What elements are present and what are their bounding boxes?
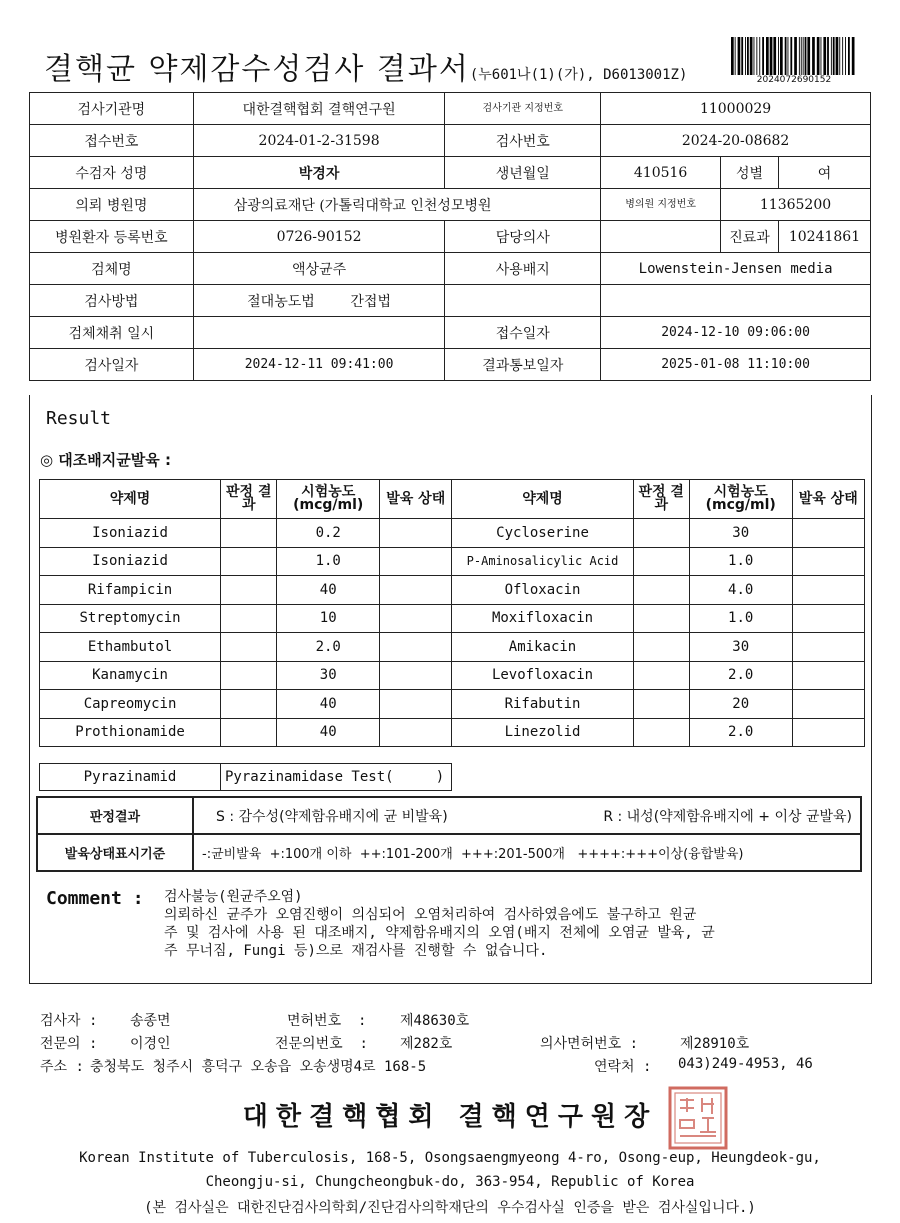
drug-name: P-Aminosalicylic Acid <box>452 547 633 576</box>
header-growth-2: 발육 상태 <box>792 480 865 519</box>
header-conc-2: 시험농도 (mcg/ml) <box>689 480 792 519</box>
judge-legend-label: 판정결과 <box>37 797 193 834</box>
header-drug-2: 약제명 <box>452 480 633 519</box>
comment-line-1: 검사불능(원균주오염) <box>164 889 303 905</box>
test-concentration: 40 <box>277 690 380 719</box>
drug-name: Ofloxacin <box>452 576 633 605</box>
hospital-code-label: 병의원 지정번호 <box>601 189 721 221</box>
drug-name: Linezolid <box>452 718 633 747</box>
contact: 043)249-4953, 46 <box>678 1056 813 1072</box>
judge-result <box>221 633 277 662</box>
exam-date: 2024-12-11 09:41:00 <box>193 349 445 381</box>
test-concentration: 0.2 <box>277 519 380 548</box>
growth-status <box>380 718 452 747</box>
drug-name: Amikacin <box>452 633 633 662</box>
drug-name: Kanamycin <box>40 661 221 690</box>
judge-result <box>221 661 277 690</box>
doctor <box>601 221 721 253</box>
growth-legend-label: 발육상태표시기준 <box>37 834 193 871</box>
test-concentration: 30 <box>277 661 380 690</box>
patient-name-label: 수검자 성명 <box>30 157 194 189</box>
judge-result <box>633 633 689 662</box>
pyrazinamide-table <box>39 763 452 791</box>
patient-info-table <box>29 92 871 381</box>
sex-label: 성별 <box>721 157 779 189</box>
test-concentration: 2.0 <box>277 633 380 662</box>
barcode <box>731 37 857 75</box>
legend-table <box>36 796 862 872</box>
doctor-license: 제28910호 <box>680 1036 750 1052</box>
receive-date: 2024-12-10 09:06:00 <box>601 317 871 349</box>
patient-reg-label: 병원환자 등록번호 <box>30 221 194 253</box>
lab-code-label: 검사기관 지정번호 <box>445 93 601 125</box>
specialist-no: 제282호 <box>400 1036 453 1052</box>
table-row <box>40 519 865 548</box>
drug-susceptibility-table <box>39 479 865 747</box>
judge-result <box>221 576 277 605</box>
table-row <box>40 718 865 747</box>
growth-status <box>792 519 865 548</box>
test-concentration: 20 <box>689 690 792 719</box>
growth-status <box>380 661 452 690</box>
growth-status <box>380 519 452 548</box>
judge-result <box>633 547 689 576</box>
report-date-label: 결과통보일자 <box>445 349 601 381</box>
official-seal-icon <box>668 1086 728 1150</box>
specialist-no-label: 전문의번호 : <box>275 1036 368 1052</box>
test-concentration: 1.0 <box>689 604 792 633</box>
result-title: Result <box>46 408 112 429</box>
judge-result <box>221 690 277 719</box>
drug-name: Levofloxacin <box>452 661 633 690</box>
table-row <box>40 661 865 690</box>
judge-result <box>633 661 689 690</box>
growth-status <box>380 604 452 633</box>
growth-status <box>380 690 452 719</box>
header-growth: 발육 상태 <box>380 480 452 519</box>
exam-date-label: 검사일자 <box>30 349 194 381</box>
comment-line-2: 의뢰하신 균주가 오염진행이 의심되어 오염처리하여 검사하였음에도 불구하고 원균 <box>164 907 697 923</box>
growth-status <box>792 690 865 719</box>
collect <box>193 317 445 349</box>
patient-name: 박경자 <box>193 157 445 189</box>
test-concentration: 4.0 <box>689 576 792 605</box>
header-drug: 약제명 <box>40 480 221 519</box>
method-absolute: 절대농도법 <box>247 293 315 310</box>
comment-line-3: 주 및 검사에 사용 된 대조배지, 약제함유배지의 오염(배지 전체에 오염균 발육, 균 <box>164 925 715 941</box>
method <box>193 285 445 317</box>
pza-test: Pyrazinamidase Test( ) <box>221 764 452 791</box>
sex: 여 <box>778 157 870 189</box>
test-concentration: 40 <box>277 718 380 747</box>
contact-label: 연락처 : <box>594 1059 652 1075</box>
growth-status <box>792 633 865 662</box>
judge-s: S : 감수성(약제함유배지에 균 비발육) <box>216 808 448 825</box>
method-empty-2 <box>601 285 871 317</box>
header-judge-2: 판정 결과 <box>633 480 689 519</box>
test-concentration: 1.0 <box>277 547 380 576</box>
birth: 410516 <box>601 157 721 189</box>
title-code: (누601나(1)(가), D6013001Z) <box>469 67 688 83</box>
table-row <box>40 547 865 576</box>
comment-label: Comment : <box>46 888 144 909</box>
drug-name: Isoniazid <box>40 547 221 576</box>
table-row <box>40 690 865 719</box>
judge-result <box>633 519 689 548</box>
growth-status <box>792 604 865 633</box>
document-title <box>44 44 687 88</box>
tester: 송종면 <box>130 1013 171 1029</box>
tester-label: 검사자 : <box>40 1013 98 1029</box>
license: 제48630호 <box>400 1013 470 1029</box>
title-text: 결핵균 약제감수성검사 결과서 <box>44 52 470 87</box>
barcode-number: 2024072690152 <box>756 75 832 85</box>
method-indirect: 간접법 <box>350 293 391 310</box>
address: 충청북도 청주시 흥덕구 오송읍 오송생명4로 168-5 <box>90 1059 427 1075</box>
test-concentration: 30 <box>689 633 792 662</box>
growth-status <box>792 576 865 605</box>
test-concentration: 1.0 <box>689 547 792 576</box>
drug-name: Rifabutin <box>452 690 633 719</box>
drug-name: Cycloserine <box>452 519 633 548</box>
report-date: 2025-01-08 11:10:00 <box>601 349 871 381</box>
media-label: 사용배지 <box>445 253 601 285</box>
dept: 10241861 <box>778 221 870 253</box>
judge-result <box>221 718 277 747</box>
drug-name: Capreomycin <box>40 690 221 719</box>
comment-line-4: 주 무너짐, Fungi 등)으로 재검사를 진행할 수 없습니다. <box>164 943 548 959</box>
test-concentration: 10 <box>277 604 380 633</box>
header-conc: 시험농도 (mcg/ml) <box>277 480 380 519</box>
judge-legend <box>193 797 861 834</box>
header-judge: 판정 결과 <box>221 480 277 519</box>
growth-status <box>792 547 865 576</box>
method-empty <box>445 285 601 317</box>
test-no-label: 검사번호 <box>445 125 601 157</box>
judge-r: R : 내성(약제함유배지에 + 이상 균발육) <box>603 808 852 825</box>
growth-status <box>792 661 865 690</box>
judge-result <box>633 604 689 633</box>
test-concentration: 2.0 <box>689 661 792 690</box>
lab-name: 대한결핵협회 결핵연구원 <box>193 93 445 125</box>
lab-code: 11000029 <box>601 93 871 125</box>
test-concentration: 40 <box>277 576 380 605</box>
drug-name: Moxifloxacin <box>452 604 633 633</box>
pza-label: Pyrazinamid <box>40 764 221 791</box>
drug-name: Prothionamide <box>40 718 221 747</box>
table-row <box>40 576 865 605</box>
judge-result <box>221 547 277 576</box>
drug-name: Isoniazid <box>40 519 221 548</box>
lab-name-label: 검사기관명 <box>30 93 194 125</box>
growth-status <box>792 718 865 747</box>
judge-result <box>633 690 689 719</box>
doctor-label: 담당의사 <box>445 221 601 253</box>
birth-label: 생년월일 <box>445 157 601 189</box>
receive-label: 접수일자 <box>445 317 601 349</box>
judge-result <box>633 718 689 747</box>
judge-result <box>221 519 277 548</box>
dept-label: 진료과 <box>721 221 779 253</box>
hospital-code: 11365200 <box>721 189 871 221</box>
license-label: 면허번호 : <box>287 1013 367 1029</box>
receipt-no-label: 접수번호 <box>30 125 194 157</box>
address-label: 주소 : <box>40 1059 84 1075</box>
english-address-1: Korean Institute of Tuberculosis, 168-5, Osongsaengmyeong 4-ro, Osong-eup, Heungdeok-gu, <box>79 1150 821 1166</box>
table-row <box>40 633 865 662</box>
growth-status <box>380 576 452 605</box>
growth-status <box>380 547 452 576</box>
judge-result <box>633 576 689 605</box>
judge-result <box>221 604 277 633</box>
certification-note: (본 검사실은 대한진단검사의학회/진단검사의학재단의 우수검사실 인증을 받은 검사실입니다.) <box>144 1200 756 1216</box>
doctor-license-label: 의사면허번호 : <box>540 1036 639 1052</box>
test-no: 2024-20-08682 <box>601 125 871 157</box>
collect-label: 검체채취 일시 <box>30 317 194 349</box>
receipt-no: 2024-01-2-31598 <box>193 125 445 157</box>
control-growth-title: ◎ 대조배지균발육 : <box>40 451 171 469</box>
drug-name: Rifampicin <box>40 576 221 605</box>
english-address-2: Cheongju-si, Chungcheongbuk-do, 363-954, Republic of Korea <box>205 1174 695 1190</box>
hospital-label: 의뢰 병원명 <box>30 189 194 221</box>
specialist: 이경인 <box>130 1036 171 1052</box>
test-concentration: 2.0 <box>689 718 792 747</box>
method-label: 검사방법 <box>30 285 194 317</box>
test-concentration: 30 <box>689 519 792 548</box>
specimen: 액상균주 <box>193 253 445 285</box>
drug-name: Streptomycin <box>40 604 221 633</box>
growth-status <box>380 633 452 662</box>
comment-body <box>164 888 864 960</box>
hospital: 삼광의료재단 (가톨릭대학교 인천성모병원 <box>193 189 600 221</box>
institute-name: 대한결핵협회 결핵연구원장 <box>242 1102 658 1132</box>
media: Lowenstein-Jensen media <box>601 253 871 285</box>
specialist-label: 전문의 : <box>40 1036 98 1052</box>
drug-name: Ethambutol <box>40 633 221 662</box>
specimen-label: 검체명 <box>30 253 194 285</box>
patient-reg: 0726-90152 <box>193 221 445 253</box>
growth-legend: -:균비발육 +:100개 이하 ++:101-200개 +++:201-500개 ++++:+++이상(융합발육) <box>193 834 861 871</box>
table-row <box>40 604 865 633</box>
